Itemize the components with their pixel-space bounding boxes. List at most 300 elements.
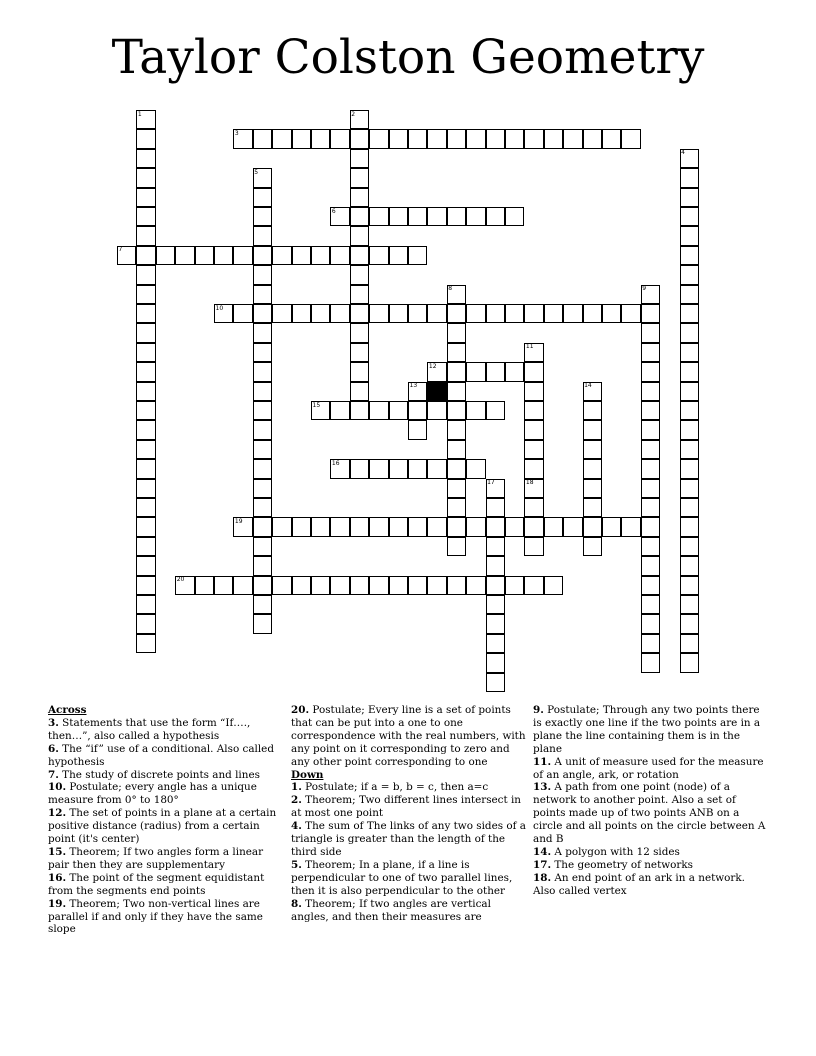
answer-cell[interactable] (680, 188, 699, 207)
answer-cell[interactable] (486, 653, 505, 672)
answer-cell[interactable] (389, 459, 408, 478)
answer-cell[interactable] (350, 576, 369, 595)
answer-cell[interactable] (233, 304, 252, 323)
answer-cell[interactable] (447, 323, 466, 342)
answer-cell[interactable] (544, 576, 563, 595)
answer-cell[interactable] (350, 362, 369, 381)
clue-number: 12. (48, 807, 67, 820)
answer-cell[interactable] (641, 382, 660, 401)
answer-cell[interactable] (253, 498, 272, 517)
answer-cell[interactable] (505, 576, 524, 595)
clue-number-label: 9 (642, 285, 647, 293)
answer-cell[interactable] (680, 362, 699, 381)
answer-cell[interactable] (136, 226, 155, 245)
answer-cell[interactable] (641, 537, 660, 556)
answer-cell[interactable] (641, 634, 660, 653)
answer-cell[interactable] (350, 517, 369, 536)
answer-cell[interactable] (447, 207, 466, 226)
answer-cell[interactable] (602, 129, 621, 148)
answer-cell[interactable] (680, 440, 699, 459)
answer-cell[interactable] (641, 440, 660, 459)
answer-cell[interactable] (641, 653, 660, 672)
answer-cell[interactable] (641, 343, 660, 362)
answer-cell[interactable] (253, 517, 272, 536)
clue-number-label: 16 (331, 459, 340, 467)
answer-cell[interactable] (292, 517, 311, 536)
answer-cell[interactable] (641, 556, 660, 575)
answer-cell[interactable] (524, 537, 543, 556)
answer-cell[interactable] (447, 517, 466, 536)
answer-cell[interactable] (233, 246, 252, 265)
answer-cell[interactable] (330, 129, 349, 148)
answer-cell[interactable] (641, 459, 660, 478)
answer-cell[interactable] (486, 207, 505, 226)
clue-number: 4. (291, 820, 302, 833)
answer-cell[interactable] (680, 285, 699, 304)
answer-cell[interactable] (136, 479, 155, 498)
answer-cell[interactable] (272, 517, 291, 536)
answer-cell[interactable] (486, 556, 505, 575)
answer-cell[interactable] (136, 188, 155, 207)
clue-number: 6. (48, 742, 59, 755)
clue-number-label: 19 (234, 517, 243, 525)
answer-cell[interactable] (680, 479, 699, 498)
answer-cell[interactable] (447, 537, 466, 556)
answer-cell[interactable] (680, 420, 699, 439)
answer-cell[interactable] (427, 207, 446, 226)
answer-cell[interactable] (350, 459, 369, 478)
answer-cell[interactable] (350, 323, 369, 342)
answer-cell[interactable] (369, 576, 388, 595)
answer-cell[interactable] (447, 459, 466, 478)
answer-cell[interactable] (369, 459, 388, 478)
clue (533, 781, 769, 846)
answer-cell[interactable] (583, 420, 602, 439)
answer-cell[interactable] (253, 129, 272, 148)
answer-cell[interactable] (253, 323, 272, 342)
answer-cell[interactable] (563, 304, 582, 323)
answer-cell[interactable] (311, 129, 330, 148)
answer-cell[interactable] (136, 614, 155, 633)
answer-cell[interactable] (641, 595, 660, 614)
answer-cell[interactable] (253, 479, 272, 498)
answer-cell[interactable] (408, 420, 427, 439)
answer-cell[interactable] (583, 479, 602, 498)
clue (48, 872, 284, 898)
answer-cell[interactable] (641, 614, 660, 633)
answer-cell[interactable] (350, 246, 369, 265)
answer-cell[interactable] (486, 673, 505, 692)
answer-cell[interactable] (311, 576, 330, 595)
clue-list (291, 781, 527, 923)
clue-number-label: 20 (176, 576, 185, 584)
answer-cell[interactable] (292, 304, 311, 323)
clue-number-label: 2 (351, 110, 356, 118)
answer-cell[interactable] (214, 246, 233, 265)
answer-cell[interactable] (544, 517, 563, 536)
clue (48, 743, 284, 769)
clue (291, 781, 527, 794)
clue (291, 820, 527, 859)
answer-cell[interactable] (253, 420, 272, 439)
answer-cell[interactable] (641, 323, 660, 342)
answer-cell[interactable] (136, 537, 155, 556)
clue-number-label: 10 (215, 304, 224, 312)
answer-cell[interactable] (466, 401, 485, 420)
answer-cell[interactable] (136, 440, 155, 459)
clue-text: An end point of an ark in a network. Also called vertex (533, 871, 745, 897)
answer-cell[interactable] (350, 285, 369, 304)
answer-cell[interactable] (563, 517, 582, 536)
answer-cell[interactable] (253, 188, 272, 207)
answer-cell[interactable] (389, 401, 408, 420)
answer-cell[interactable] (505, 517, 524, 536)
answer-cell[interactable] (389, 246, 408, 265)
answer-cell[interactable] (486, 614, 505, 633)
answer-cell[interactable] (136, 129, 155, 148)
answer-cell[interactable] (408, 246, 427, 265)
answer-cell[interactable] (447, 401, 466, 420)
answer-cell[interactable] (156, 246, 175, 265)
answer-cell[interactable] (680, 634, 699, 653)
answer-cell[interactable] (621, 304, 640, 323)
answer-cell[interactable] (253, 285, 272, 304)
answer-cell[interactable] (486, 401, 505, 420)
answer-cell[interactable] (369, 129, 388, 148)
answer-cell[interactable] (524, 498, 543, 517)
answer-cell[interactable] (447, 343, 466, 362)
answer-cell[interactable] (136, 149, 155, 168)
answer-cell[interactable] (136, 168, 155, 187)
answer-cell[interactable] (311, 246, 330, 265)
answer-cell[interactable] (524, 401, 543, 420)
answer-cell[interactable] (680, 207, 699, 226)
answer-cell[interactable] (680, 595, 699, 614)
answer-cell[interactable] (524, 517, 543, 536)
answer-cell[interactable] (253, 459, 272, 478)
answer-cell[interactable] (427, 459, 446, 478)
clue-text: The set of points in a plane at a certain positive distance (radius) from a certain point (it's center) (48, 807, 277, 846)
answer-cell[interactable] (583, 304, 602, 323)
clue-number: 7. (48, 768, 59, 781)
answer-cell[interactable] (680, 246, 699, 265)
answer-cell[interactable] (447, 420, 466, 439)
answer-cell[interactable] (350, 304, 369, 323)
answer-cell[interactable] (408, 517, 427, 536)
answer-cell[interactable] (330, 576, 349, 595)
answer-cell[interactable] (253, 401, 272, 420)
black-cell (427, 382, 446, 401)
answer-cell[interactable] (680, 304, 699, 323)
answer-cell[interactable] (505, 362, 524, 381)
answer-cell[interactable] (253, 440, 272, 459)
answer-cell[interactable] (350, 401, 369, 420)
answer-cell[interactable] (680, 498, 699, 517)
answer-cell[interactable] (486, 634, 505, 653)
answer-cell[interactable] (214, 576, 233, 595)
answer-cell[interactable] (136, 634, 155, 653)
answer-cell[interactable] (253, 362, 272, 381)
answer-cell[interactable] (680, 556, 699, 575)
answer-cell[interactable] (253, 382, 272, 401)
answer-cell[interactable] (253, 226, 272, 245)
answer-cell[interactable] (641, 304, 660, 323)
answer-cell[interactable] (408, 459, 427, 478)
answer-cell[interactable] (272, 129, 291, 148)
answer-cell[interactable] (136, 362, 155, 381)
answer-cell[interactable] (583, 537, 602, 556)
clue-number-label: 15 (312, 401, 321, 409)
clue-list (291, 704, 527, 769)
clue-text: Theorem; Two non-vertical lines are parallel if and only if they have the same slope (48, 897, 263, 936)
answer-cell[interactable] (466, 304, 485, 323)
answer-cell[interactable] (350, 129, 369, 148)
answer-cell[interactable] (583, 129, 602, 148)
clue-text: Postulate; Every line is a set of points that can be put into a one to one correspondence with the real numbers, with any point on it corresponding to zero and any other point corresponding to one (291, 704, 526, 768)
answer-cell[interactable] (330, 304, 349, 323)
answer-cell[interactable] (680, 382, 699, 401)
answer-cell[interactable] (524, 304, 543, 323)
answer-cell[interactable] (292, 246, 311, 265)
answer-cell[interactable] (505, 129, 524, 148)
down-heading: Down (291, 768, 324, 781)
answer-cell[interactable] (350, 226, 369, 245)
answer-cell[interactable] (136, 401, 155, 420)
answer-cell[interactable] (136, 459, 155, 478)
answer-cell[interactable] (466, 517, 485, 536)
answer-cell[interactable] (680, 343, 699, 362)
answer-cell[interactable] (253, 343, 272, 362)
answer-cell[interactable] (136, 246, 155, 265)
clue-text: Postulate; Through any two points there is exactly one line if the two points are in a plane the line containing them is in the plane (533, 704, 761, 755)
answer-cell[interactable] (408, 207, 427, 226)
clue-number-label: 3 (234, 129, 239, 137)
answer-cell[interactable] (136, 498, 155, 517)
answer-cell[interactable] (389, 304, 408, 323)
answer-cell[interactable] (621, 129, 640, 148)
answer-cell[interactable] (524, 420, 543, 439)
answer-cell[interactable] (389, 576, 408, 595)
answer-cell[interactable] (602, 304, 621, 323)
answer-cell[interactable] (680, 459, 699, 478)
answer-cell[interactable] (136, 420, 155, 439)
answer-cell[interactable] (136, 556, 155, 575)
answer-cell[interactable] (680, 226, 699, 245)
answer-cell[interactable] (136, 207, 155, 226)
answer-cell[interactable] (583, 440, 602, 459)
clue-number: 20. (291, 704, 310, 716)
answer-cell[interactable] (272, 576, 291, 595)
answer-cell[interactable] (136, 382, 155, 401)
answer-cell[interactable] (680, 401, 699, 420)
answer-cell[interactable] (136, 343, 155, 362)
page-title: Taylor Colston Geometry (111, 30, 705, 85)
answer-cell[interactable] (563, 129, 582, 148)
answer-cell[interactable] (641, 576, 660, 595)
answer-cell[interactable] (389, 129, 408, 148)
answer-cell[interactable] (486, 362, 505, 381)
answer-cell[interactable] (369, 207, 388, 226)
answer-cell[interactable] (583, 401, 602, 420)
answer-cell[interactable] (524, 576, 543, 595)
answer-cell[interactable] (524, 129, 543, 148)
answer-cell[interactable] (447, 498, 466, 517)
clue-number-label: 6 (331, 207, 336, 215)
answer-cell[interactable] (427, 517, 446, 536)
answer-cell[interactable] (486, 537, 505, 556)
answer-cell[interactable] (350, 188, 369, 207)
clue (48, 781, 284, 807)
answer-cell[interactable] (389, 517, 408, 536)
answer-cell[interactable] (486, 595, 505, 614)
answer-cell[interactable] (253, 595, 272, 614)
answer-cell[interactable] (136, 576, 155, 595)
answer-cell[interactable] (466, 129, 485, 148)
answer-cell[interactable] (680, 323, 699, 342)
answer-cell[interactable] (427, 401, 446, 420)
answer-cell[interactable] (408, 576, 427, 595)
clue-number: 8. (291, 897, 302, 910)
answer-cell[interactable] (505, 304, 524, 323)
answer-cell[interactable] (641, 420, 660, 439)
answer-cell[interactable] (602, 517, 621, 536)
answer-cell[interactable] (350, 382, 369, 401)
answer-cell[interactable] (253, 556, 272, 575)
answer-cell[interactable] (330, 401, 349, 420)
answer-cell[interactable] (641, 498, 660, 517)
answer-cell[interactable] (175, 246, 194, 265)
answer-cell[interactable] (641, 401, 660, 420)
answer-cell[interactable] (524, 440, 543, 459)
clue (48, 769, 284, 782)
answer-cell[interactable] (350, 168, 369, 187)
answer-cell[interactable] (466, 362, 485, 381)
clue-list (48, 717, 284, 936)
answer-cell[interactable] (680, 517, 699, 536)
answer-cell[interactable] (253, 304, 272, 323)
answer-cell[interactable] (544, 304, 563, 323)
answer-cell[interactable] (447, 382, 466, 401)
answer-cell[interactable] (583, 517, 602, 536)
answer-cell[interactable] (524, 362, 543, 381)
clue-text: Statements that use the form “If…., then…”, also called a hypothesis (48, 716, 251, 742)
clue-number: 14. (533, 845, 552, 858)
answer-cell[interactable] (369, 304, 388, 323)
clue-text: The point of the segment equidistant from the segments end points (48, 871, 265, 897)
answer-cell[interactable] (272, 304, 291, 323)
answer-cell[interactable] (253, 576, 272, 595)
answer-cell[interactable] (136, 285, 155, 304)
answer-cell[interactable] (621, 517, 640, 536)
answer-cell[interactable] (369, 517, 388, 536)
answer-cell[interactable] (680, 576, 699, 595)
answer-cell[interactable] (427, 304, 446, 323)
answer-cell[interactable] (680, 653, 699, 672)
answer-cell[interactable] (253, 246, 272, 265)
answer-cell[interactable] (486, 304, 505, 323)
answer-cell[interactable] (524, 382, 543, 401)
answer-cell[interactable] (136, 323, 155, 342)
answer-cell[interactable] (486, 517, 505, 536)
answer-cell[interactable] (641, 479, 660, 498)
answer-cell[interactable] (253, 265, 272, 284)
answer-cell[interactable] (253, 537, 272, 556)
clues-column-3 (533, 704, 769, 898)
answer-cell[interactable] (486, 129, 505, 148)
answer-cell[interactable] (466, 459, 485, 478)
answer-cell[interactable] (408, 401, 427, 420)
answer-cell[interactable] (272, 246, 291, 265)
answer-cell[interactable] (350, 207, 369, 226)
answer-cell[interactable] (544, 129, 563, 148)
answer-cell[interactable] (447, 129, 466, 148)
answer-cell[interactable] (447, 362, 466, 381)
answer-cell[interactable] (253, 614, 272, 633)
answer-cell[interactable] (680, 614, 699, 633)
answer-cell[interactable] (136, 265, 155, 284)
answer-cell[interactable] (680, 265, 699, 284)
answer-cell[interactable] (350, 343, 369, 362)
answer-cell[interactable] (427, 129, 446, 148)
clue (533, 872, 769, 898)
answer-cell[interactable] (369, 246, 388, 265)
answer-cell[interactable] (350, 265, 369, 284)
answer-cell[interactable] (408, 129, 427, 148)
answer-cell[interactable] (195, 246, 214, 265)
clue (48, 807, 284, 846)
answer-cell[interactable] (427, 576, 446, 595)
answer-cell[interactable] (195, 576, 214, 595)
answer-cell[interactable] (233, 576, 252, 595)
answer-cell[interactable] (583, 498, 602, 517)
answer-cell[interactable] (369, 401, 388, 420)
answer-cell[interactable] (524, 459, 543, 478)
answer-cell[interactable] (486, 498, 505, 517)
answer-cell[interactable] (447, 479, 466, 498)
answer-cell[interactable] (505, 207, 524, 226)
answer-cell[interactable] (680, 168, 699, 187)
clue-text: The study of discrete points and lines (58, 768, 260, 781)
answer-cell[interactable] (583, 459, 602, 478)
answer-cell[interactable] (330, 517, 349, 536)
answer-cell[interactable] (408, 304, 427, 323)
clue-text: Theorem; If two angles are vertical angles, and then their measures are (291, 897, 491, 923)
answer-cell[interactable] (136, 304, 155, 323)
answer-cell[interactable] (466, 576, 485, 595)
clue (291, 794, 527, 820)
clue (48, 717, 284, 743)
answer-cell[interactable] (641, 362, 660, 381)
answer-cell[interactable] (253, 207, 272, 226)
answer-cell[interactable] (311, 304, 330, 323)
answer-cell[interactable] (447, 440, 466, 459)
answer-cell[interactable] (330, 246, 349, 265)
answer-cell[interactable] (136, 517, 155, 536)
answer-cell[interactable] (292, 576, 311, 595)
answer-cell[interactable] (466, 207, 485, 226)
answer-cell[interactable] (486, 576, 505, 595)
answer-cell[interactable] (641, 517, 660, 536)
answer-cell[interactable] (292, 129, 311, 148)
answer-cell[interactable] (447, 576, 466, 595)
answer-cell[interactable] (447, 304, 466, 323)
answer-cell[interactable] (311, 517, 330, 536)
answer-cell[interactable] (389, 207, 408, 226)
answer-cell[interactable] (350, 149, 369, 168)
clue-text: A polygon with 12 sides (551, 845, 680, 858)
answer-cell[interactable] (136, 595, 155, 614)
answer-cell[interactable] (680, 537, 699, 556)
